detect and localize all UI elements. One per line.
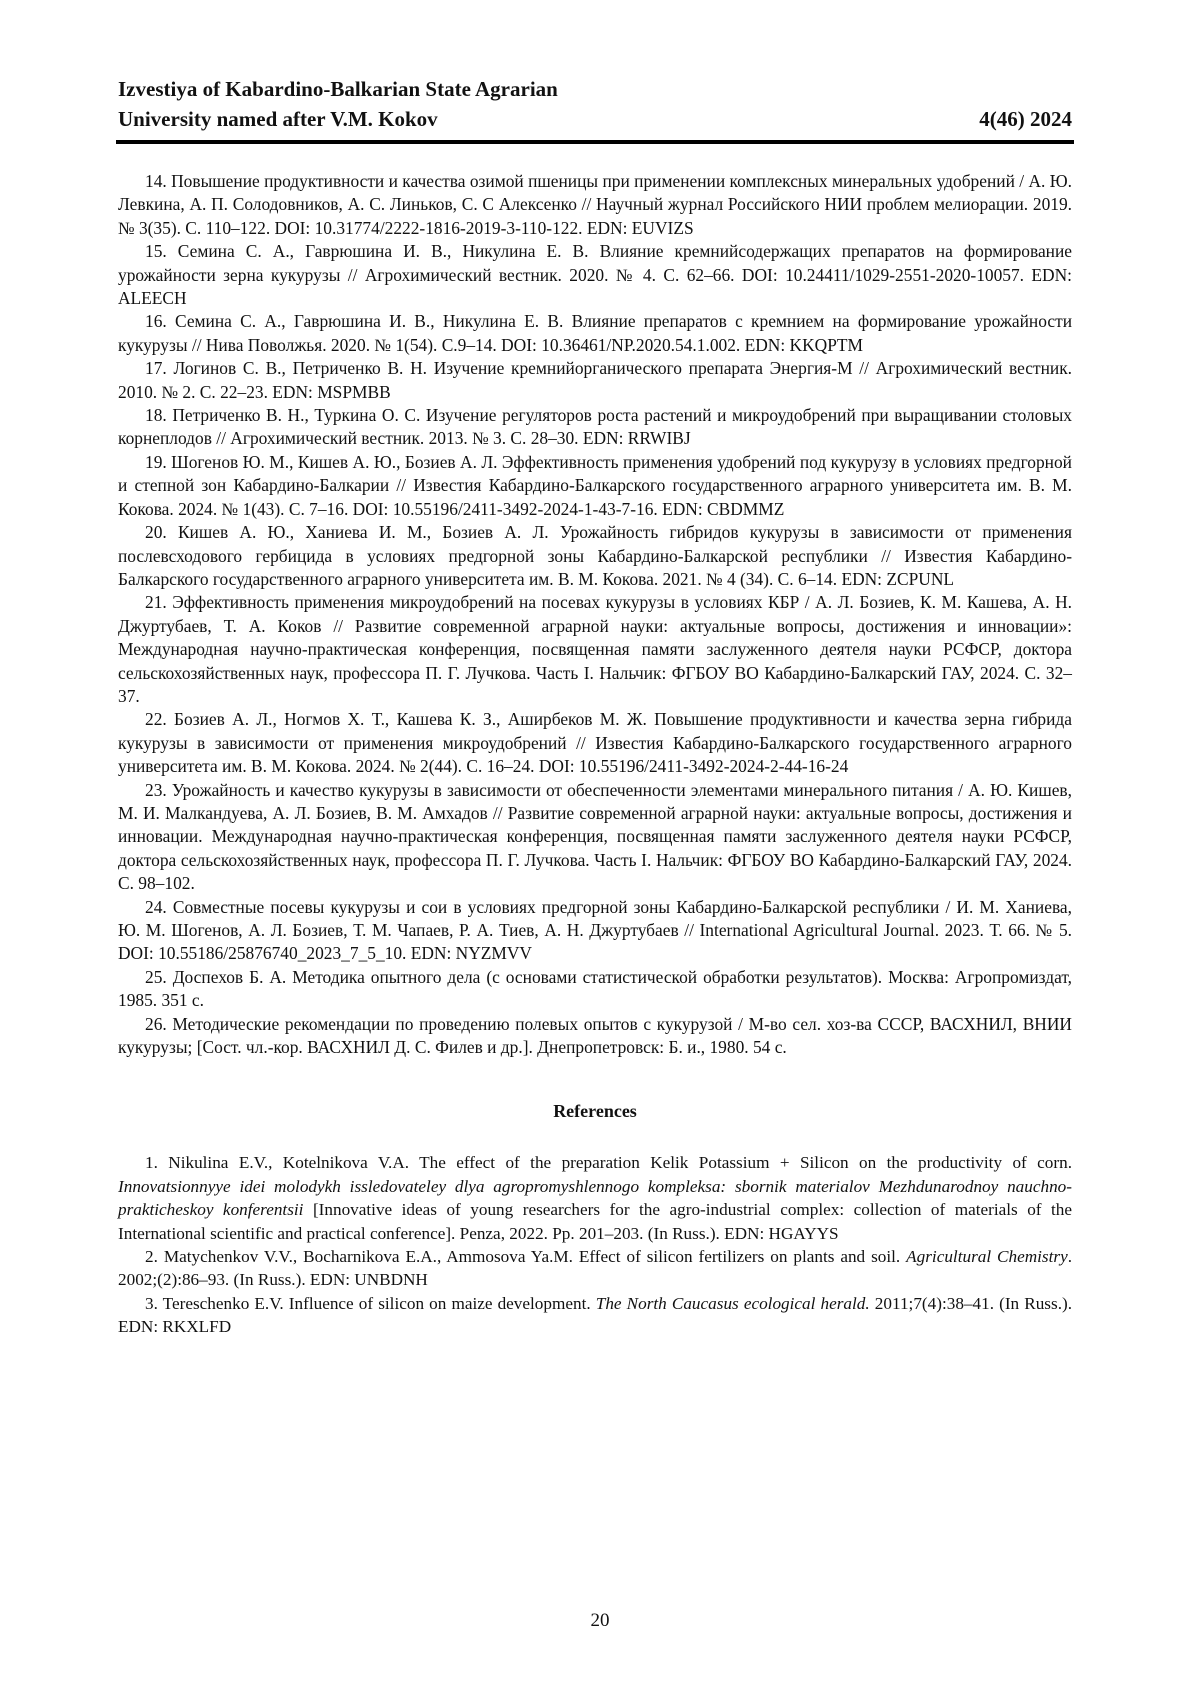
reference-text: . 2002;(2):86–93. (In Russ.). EDN: UNBDNH — [118, 1247, 1072, 1290]
reference-item — [118, 1245, 1072, 1292]
reference-item: 20. Кишев А. Ю., Ханиева И. М., Бозиев А. Л. Урожайность гибридов кукурузы в зависимости от применения послевсходового гербицида в условиях предгорной зоны Кабардино-Балкарской республики // Известия Кабардино-Балкарского государственного аграрного университета им. В. М. Кокова. 2021. № 4 (34). С. 6–14. EDN: ZCPUNL — [118, 522, 1072, 589]
header-divider — [116, 140, 1074, 144]
reference-text: 2011;7(4):38–41. (In Russ.). EDN: RKXLFD — [118, 1293, 1073, 1337]
reference-item: 16. Семина С. А., Гаврюшина И. В., Никулина Е. В. Влияние препаратов с кремнием на формирование урожайности кукурузы // Нива Поволжья. 2020. № 1(54). С.9–14. DOI: 10.36461/NP.2020.54.1.002. EDN: KKQPTM — [118, 311, 1072, 355]
reference-item: 15. Семина С. А., Гаврюшина И. В., Никулина Е. В. Влияние кремнийсодержащих препаратов на формирование урожайности зерна кукурузы // Агрохимический вестник. 2020. № 4. С. 62–66. DOI: 10.24411/1029-2551-2020-10057. EDN: ALEECH — [118, 241, 1072, 309]
english-reference-list — [118, 1151, 1072, 1338]
reference-item: 21. Эффективность применения микроудобрений на посевах кукурузы в условиях КБР / А. Л. Бозиев, К. М. Кашева, А. Н. Джуртубаев, Т. А. Коков // Развитие современной аграрной науки: актуальные вопросы, достижения и инновации»: Международная научно-практическая конференция, посвященная памяти заслуженного деятеля науки РСФСР, доктора сельскохозяйственных наук, профессора П. Г. Лучкова. Часть I. Нальчик: ФГБОУ ВО Кабардино-Балкарский ГАУ, 2024. С. 32–37. — [118, 592, 1072, 706]
reference-item: 23. Урожайность и качество кукурузы в зависимости от обеспеченности элементами минерального питания / А. Ю. Кишев, М. И. Малкандуева, А. Л. Бозиев, В. М. Амхадов // Развитие современной аграрной науки: актуальные вопросы, достижения и инновации. Международная научно-практическая конференция, посвященная памяти заслуженного деятеля науки РСФСР, доктора сельскохозяйственных наук, профессора П. Г. Лучкова. Часть I. Нальчик: ФГБОУ ВО Кабардино-Балкарский ГАУ, 2024. С. 98–102. — [118, 779, 1072, 894]
issue-number: 4(46) 2024 — [979, 107, 1072, 131]
reference-text: 2. Matychenkov V.V., Bocharnikova E.A., Ammosova Ya.M. Effect of silicon fertilizers on plants and soil. — [145, 1247, 907, 1267]
page-number: 20 — [590, 1610, 610, 1631]
reference-item — [118, 1292, 1072, 1339]
reference-source-title: Agricultural Chemistry — [906, 1247, 1068, 1267]
reference-item: 25. Доспехов Б. А. Методика опытного дела (с основами статистической обработки результатов). Москва: Агропромиздат, 1985. 351 с. — [118, 966, 1072, 1011]
reference-source-title: Innovatsionnyye idei molodykh issledovateley dlya agropromyshlennogo kompleksa: sbornik materialov Mezhdunarodnoy nauchno-prakticheskoy konferentsii — [118, 1176, 1072, 1220]
reference-item: 14. Повышение продуктивности и качества озимой пшеницы при применении комплексных минеральных удобрений / А. Ю. Левкина, А. П. Солодовников, А. С. Линьков, С. С Алексенко // Научный журнал Российского НИИ проблем мелиорации. 2019. № 3(35). С. 110–122. DOI: 10.31774/2222-1816-2019-3-110-122. EDN: EUVIZS — [118, 171, 1072, 238]
reference-item — [118, 1151, 1072, 1245]
reference-source-title: The North Caucasus ecological herald. — [595, 1293, 870, 1313]
reference-item: 26. Методические рекомендации по проведению полевых опытов с кукурузой / М-во сел. хоз-ва СССР, ВАСХНИЛ, ВНИИ кукурузы; [Сост. чл.-кор. ВАСХНИЛ Д. С. Филев и др.]. Днепропетровск: Б. и., 1980. 54 с. — [118, 1013, 1072, 1058]
journal-header — [118, 74, 1072, 134]
references-heading: References — [553, 1101, 637, 1122]
reference-text: [Innovative ideas of young researchers for the agro-industrial complex: collection of materials of the International scientific and practical conference]. Penza, 2022. Pp. 201–203. (In Russ.). EDN: HGAYYS — [118, 1200, 1072, 1243]
reference-item: 19. Шогенов Ю. М., Кишев А. Ю., Бозиев А. Л. Эффективность применения удобрений под кукурузу в условиях предгорной и степной зон Кабардино-Балкарии // Известия Кабардино-Балкарского государственного аграрного университета им. В. М. Кокова. 2024. № 1(43). С. 7–16. DOI: 10.55196/2411-3492-2024-1-43-7-16. EDN: CBDMMZ — [118, 451, 1072, 519]
journal-title-line1: Izvestiya of Kabardino-Balkarian State Agrarian — [118, 77, 558, 101]
main-content — [118, 170, 1072, 1339]
reference-item: 24. Совместные посевы кукурузы и сои в условиях предгорной зоны Кабардино-Балкарской республики / И. М. Ханиева, Ю. М. Шогенов, А. Л. Бозиев, Т. М. Чапаев, Р. А. Тиев, А. Н. Джуртубаев // International Agricultural Journal. 2023. Т. 66. № 5. DOI: 10.55186/25876740_2023_7_5_10. EDN: NYZMVV — [118, 896, 1072, 964]
russian-reference-list — [118, 170, 1072, 1059]
journal-title-line2: University named after V.M. Kokov — [118, 107, 438, 131]
reference-item: 17. Логинов С. В., Петриченко В. Н. Изучение кремнийорганического препарата Энергия-М // Агрохимический вестник. 2010. № 2. С. 22–23. EDN: MSPMBB — [118, 358, 1072, 402]
reference-item: 22. Бозиев А. Л., Ногмов Х. Т., Кашева К. З., Аширбеков М. Ж. Повышение продуктивности и качества зерна гибрида кукурузы в зависимости от применения микроудобрений // Известия Кабардино-Балкарского государственного аграрного университета им. В. М. Кокова. 2024. № 2(44). С. 16–24. DOI: 10.55196/2411-3492-2024-2-44-16-24 — [118, 709, 1072, 777]
reference-text: 1. Nikulina E.V., Kotelnikova V.A. The effect of the preparation Kelik Potassium + Silicon on the productivity of corn. — [145, 1153, 1072, 1173]
reference-text: 3. Tereschenko E.V. Influence of silicon on maize development. — [145, 1293, 596, 1313]
reference-item: 18. Петриченко В. Н., Туркина О. С. Изучение регуляторов роста растений и микроудобрений при выращивании столовых корнеплодов // Агрохимический вестник. 2013. № 3. С. 28–30. EDN: RRWIBJ — [118, 405, 1072, 449]
